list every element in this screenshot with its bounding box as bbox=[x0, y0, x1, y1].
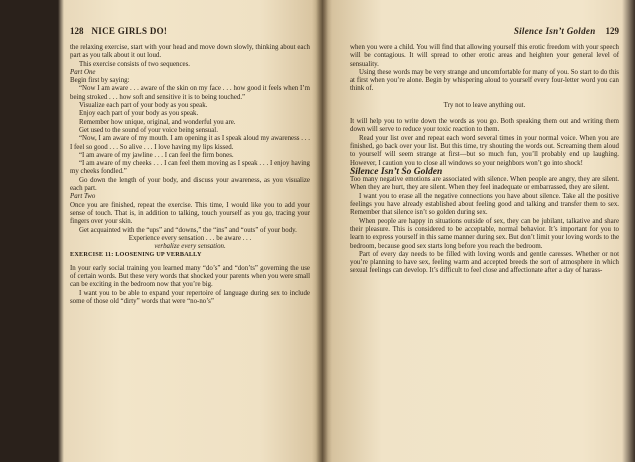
subheading-part-two: Part Two bbox=[70, 193, 96, 201]
paragraph: “Now, I am aware of my mouth. I am opening it as I speak aloud my awareness . . . I feel so good . . . So alive . . . I love having my lips kissed. bbox=[70, 135, 310, 151]
paragraph: Part of every day needs to be filled with loving words and gentle caresses. Whether or not you’re planning to have sex, feeling warm and accepted breeds the sort of atmosphere in which sexual feelings can develop. It’s difficult to feel close and affectionate after a day of harass- bbox=[350, 250, 619, 275]
left-running-title: NICE GIRLS DO! bbox=[91, 26, 168, 36]
left-page-number: 128 bbox=[70, 26, 84, 36]
right-page-number: 129 bbox=[605, 26, 619, 36]
centered-line: Try not to leave anything out. bbox=[443, 101, 526, 109]
subheading-part-one: Part One bbox=[70, 68, 96, 76]
paragraph: I want you to be able to expand your repertoire of language during sex to include some of those old “dirty” words that were “no-no’s” bbox=[70, 289, 310, 305]
exercise-heading: EXERCISE 11: LOOSENING UP VERBALLY bbox=[70, 251, 202, 259]
paragraph: When people are happy in situations outside of sex, they can be jubilant, talkative and share their pleasure. This is considered to be acceptable, normal behavior. It’s important for you to learn to express yourself in this same manner during sex. But don’t limit your loving words to the bedroom, because good sex starts long before you reach the bedroom. bbox=[350, 217, 619, 250]
paragraph: It will help you to write down the words as you go. Both speaking them out and writing them down will serve to reduce your toxic reaction to them. bbox=[350, 118, 619, 134]
centered-line: verbalize every sensation. bbox=[154, 243, 226, 251]
paragraph: In your early social training you learned many “do’s” and “don’ts” governing the use of certain words. But these very words that shocked your parents when you were small can be exciting in the bedroom now that you’re big. bbox=[70, 264, 310, 289]
paragraph: when you were a child. You will find that allowing yourself this erotic freedom with your speech will be contagious. It will spread to other erotic areas and heighten your general level of sensuality. bbox=[350, 44, 619, 68]
paragraph: This exercise consists of two sequences. bbox=[79, 60, 190, 68]
paragraph: Visualize each part of your body as you speak. bbox=[79, 102, 208, 110]
paragraph: the relaxing exercise, start with your head and move down slowly, thinking about each part as you talk about it out loud. bbox=[70, 44, 310, 60]
paragraph: “I am aware of my cheeks . . . I can feel them moving as I speak . . . I enjoy having my cheeks fondled.” bbox=[70, 160, 310, 176]
paragraph: Get used to the sound of your voice being sensual. bbox=[79, 126, 218, 134]
paragraph: Once you are finished, repeat the exercise. This time, I would like you to add your sense of touch. That is, in addition to talking, touch yourself as you go, tracing your fingers over your skin. bbox=[70, 201, 310, 226]
right-page bbox=[322, 0, 635, 462]
centered-line: Experience every sensation . . . be aware . . . bbox=[128, 234, 252, 242]
left-body-text bbox=[70, 44, 310, 306]
paragraph: Using these words may be very strange and uncomfortable for many of you. So start to do this at first when you’re alone. Begin by whispering aloud to yourself every four-letter word you can think of. bbox=[350, 68, 619, 93]
right-running-head bbox=[350, 26, 619, 36]
left-running-head bbox=[70, 26, 310, 36]
paragraph: “I am aware of my jawline . . . I can feel the firm bones. bbox=[79, 151, 234, 159]
right-running-title: Silence Isn’t Golden bbox=[513, 26, 596, 36]
paragraph: Begin first by saying: bbox=[70, 77, 130, 85]
book-gutter bbox=[316, 0, 328, 462]
paragraph: Get acquainted with the “ups” and “downs,” the “ins” and “outs” of your body. bbox=[79, 226, 297, 234]
paragraph: Enjoy each part of your body as you speak. bbox=[79, 110, 199, 118]
paragraph: Read your list over and repeat each word several times in your normal voice. When you are finished, go back over your list. But this time, try shouting the words out. Screaming them aloud to yourself will seem strange at first—but so much fun, you’ll probably end up laughing. However, I caution you to close all windows so your neighbors won’t go into shock! bbox=[350, 134, 619, 167]
paragraph: Go down the length of your body, and discuss your awareness, as you visualize each part. bbox=[70, 176, 310, 193]
paragraph: I want you to erase all the negative connections you have about silence. Take all the positive feelings you have already established about feeling good and talking and transfer them to sex. Remember that silence isn’t so golden during sex. bbox=[350, 192, 619, 217]
paragraph: Too many negative emotions are associated with silence. When people are angry, they are silent. When they are hurt, they are silent. When they feel inadequate or embarrassed, they are silent. bbox=[350, 176, 619, 192]
right-body-text bbox=[350, 44, 619, 276]
paragraph: “Now I am aware . . . aware of the skin on my face . . . how good it feels when I’m being stroked . . . how soft and sensitive it is to being touched.” bbox=[70, 85, 310, 101]
paragraph: Remember how unique, original, and wonderful you are. bbox=[79, 118, 236, 126]
section-heading: Silence Isn’t So Golden bbox=[350, 166, 443, 177]
